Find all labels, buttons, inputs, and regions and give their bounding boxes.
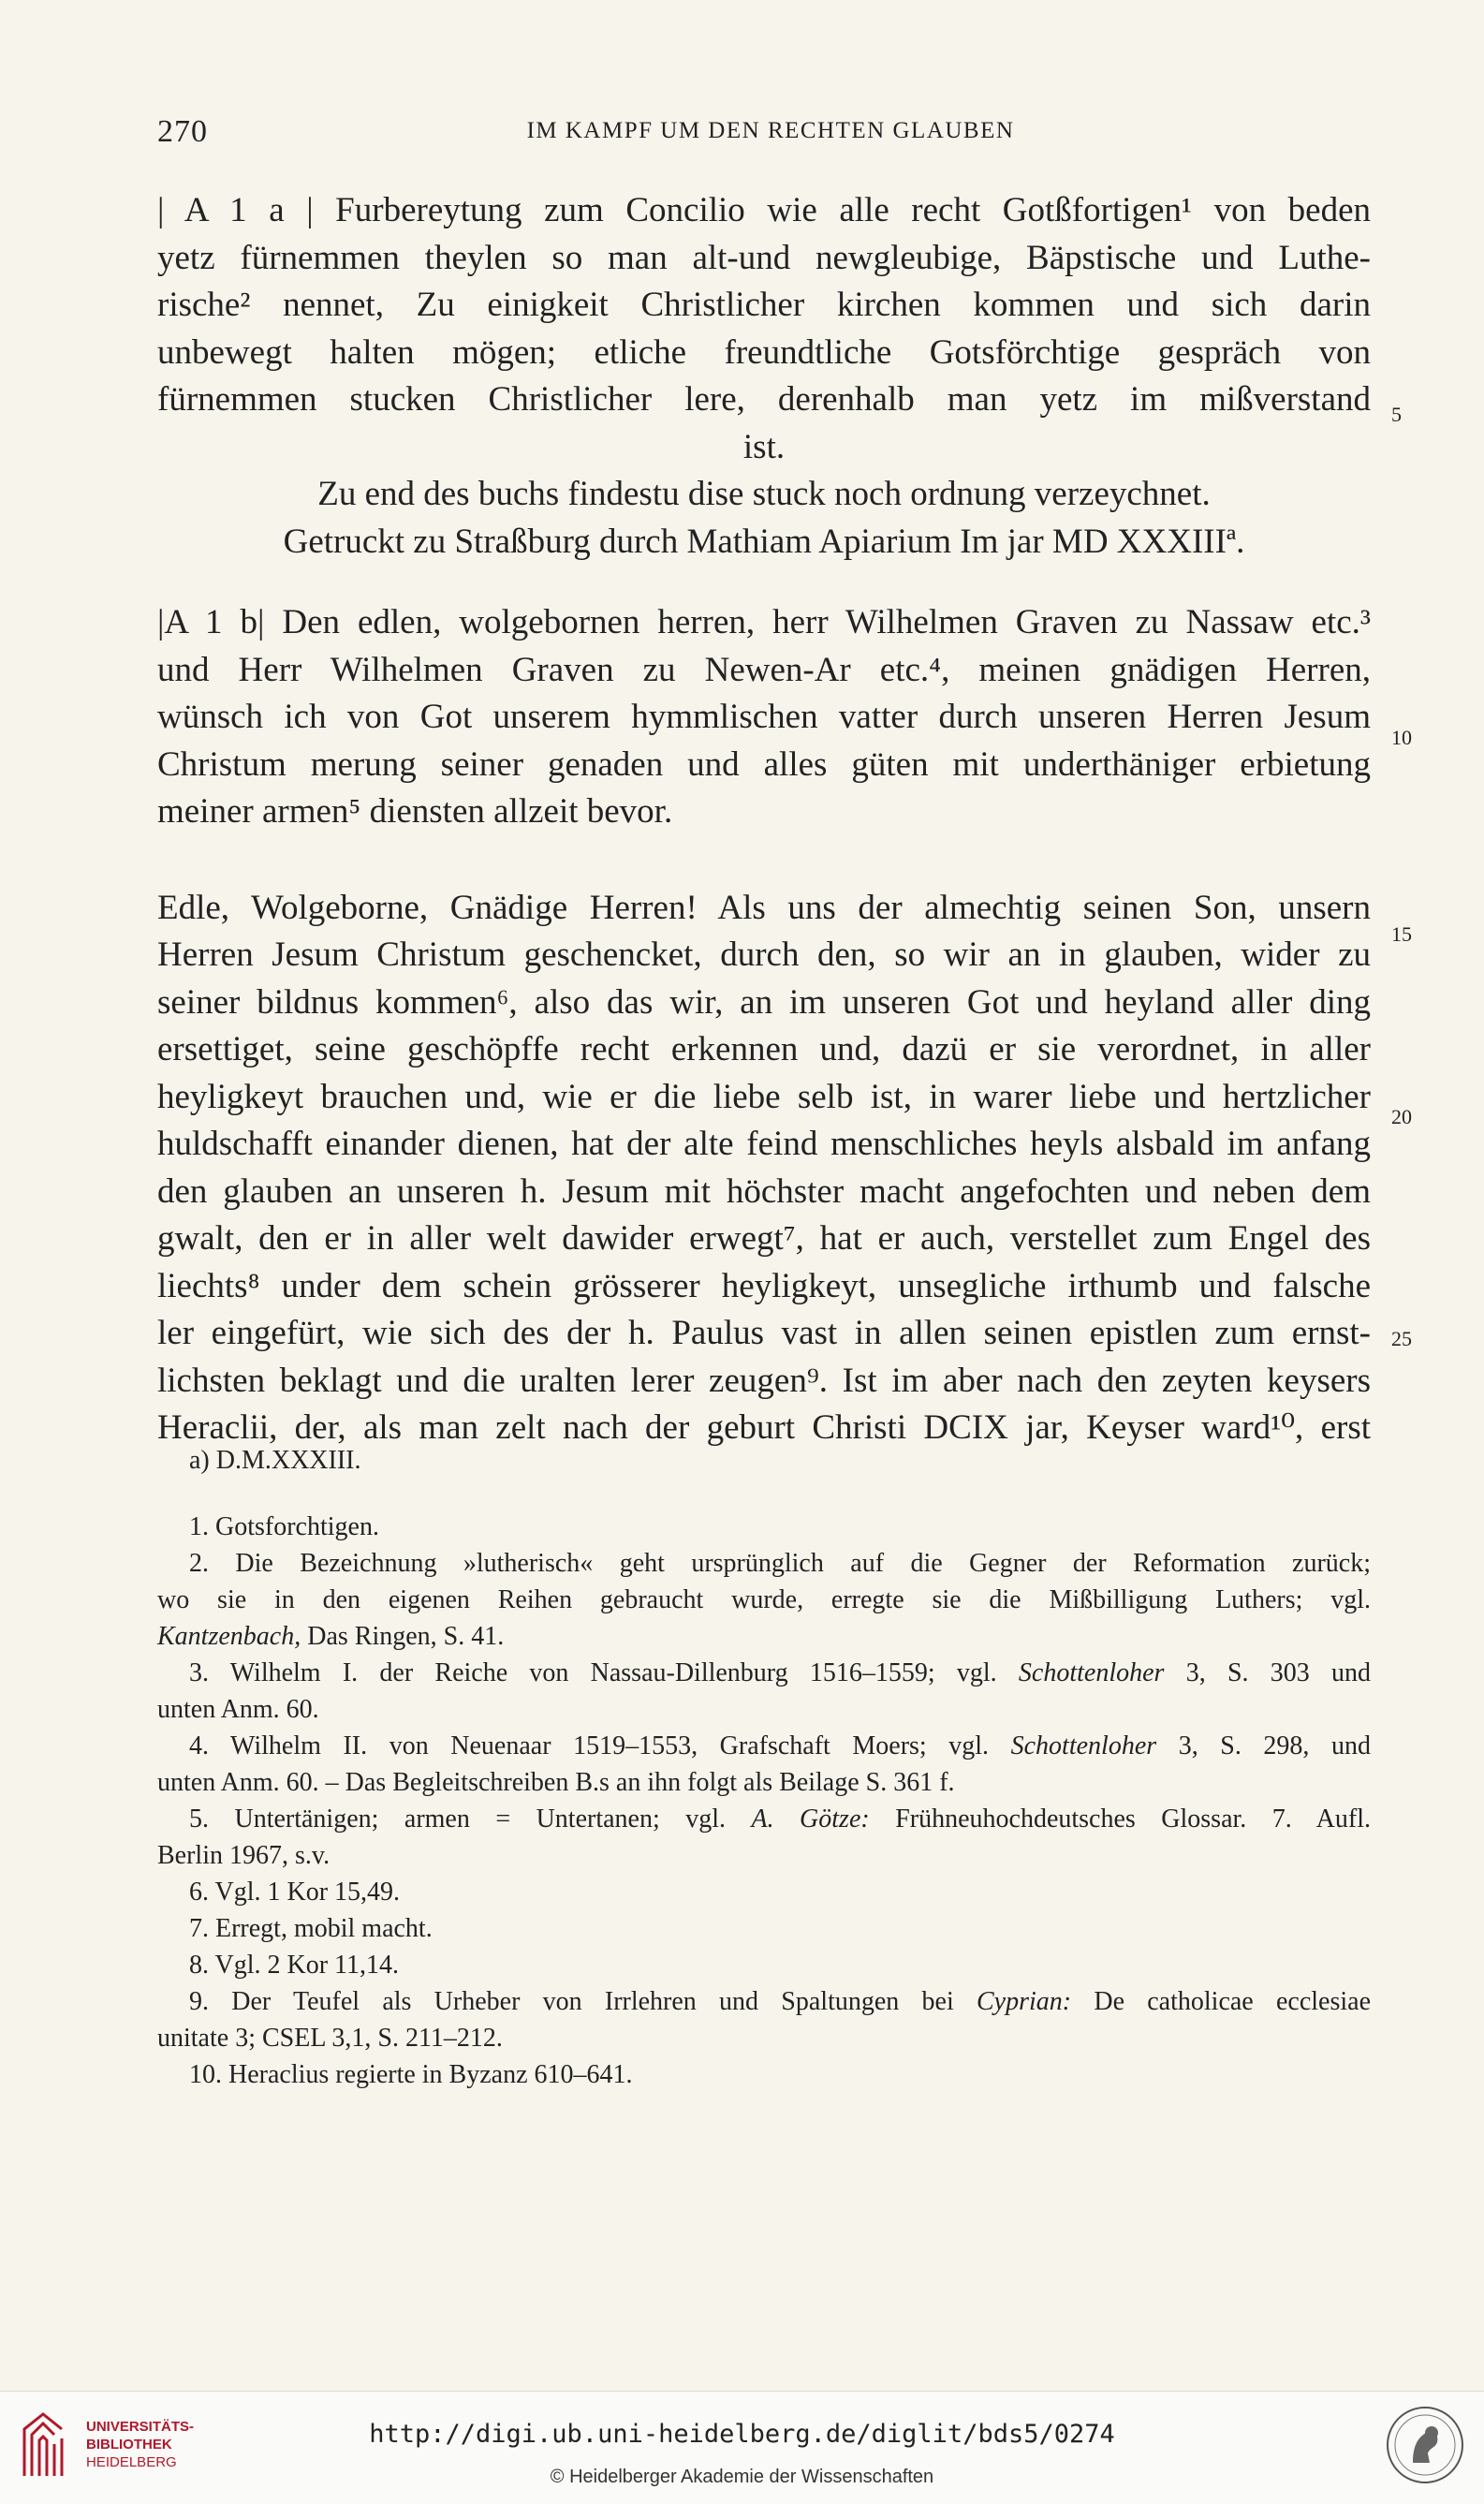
footnote: unten Anm. 60.	[157, 1695, 319, 1724]
copyright-notice: © Heidelberger Akademie der Wissenschaften	[550, 2467, 934, 2487]
footer-bar	[0, 2391, 1484, 2504]
footnote: 8. Vgl. 2 Kor 11,14.	[189, 1951, 399, 1980]
title-line: fürnemmen stucken Christlicher lere, derenhalb man yetz im mißverstand	[157, 380, 1371, 419]
footnote-author: Schottenloher	[1018, 1658, 1165, 1687]
footnote: 5. Untertänigen; armen = Untertanen; vgl. A. Götze: Frühneuhochdeutsches Glossar. 7. Aufl.	[189, 1804, 1371, 1834]
title-line: unbewegt halten mögen; etliche freundtliche Gotsförchtige gespräch von	[157, 332, 1371, 372]
footnote: 2. Die Bezeichnung »lutherisch« geht ursprünglich auf die Gegner der Reformation zurück;	[189, 1549, 1371, 1578]
body-line: lichsten beklagt und die uralten lerer zeugen⁹. Ist im aber nach den zeyten keysers	[157, 1361, 1371, 1400]
dedication-line: und Herr Wilhelmen Graven zu Newen-Ar etc.⁴, meinen gnädigen Herren,	[157, 650, 1371, 689]
body-line: Heraclii, der, als man zelt nach der geburt Christi DCIX jar, Keyser ward¹⁰, erst	[157, 1408, 1371, 1447]
library-name: UNIVERSITÄTS- BIBLIOTHEK HEIDELBERG	[86, 2419, 195, 2470]
footnote: 4. Wilhelm II. von Neuenaar 1519–1553, Grafschaft Moers; vgl. Schottenloher 3, S. 298, und	[189, 1731, 1371, 1760]
main-text	[157, 187, 1371, 1452]
line-number: 5	[1391, 403, 1402, 426]
title-block	[157, 187, 1371, 566]
footnote: 1. Gotsforchtigen.	[189, 1512, 379, 1541]
title-line: yetz fürnemmen theylen so man alt-und newgleubige, Bäpstische und Luthe-	[157, 238, 1371, 277]
footnote: Berlin 1967, s.v.	[157, 1841, 331, 1870]
dedication-line: |A 1 b| Den edlen, wolgebornen herren, herr Wilhelmen Graven zu Nassaw etc.³	[157, 603, 1371, 641]
dedication-line: wünsch ich von Got unserem hymmlischen vatter durch unseren Herren Jesum	[157, 698, 1371, 736]
footnotes	[157, 1442, 1371, 2093]
body-line: ler eingefürt, wie sich des der h. Paulus vast in allen seinen epistlen zum ernst-	[157, 1314, 1371, 1352]
body-line: huldschafft einander dienen, hat der alte feind menschliches heyls alsbald im anfang	[157, 1125, 1371, 1163]
body-line: liechts⁸ under dem schein grösserer heyligkeyt, unsegliche irthumb und falsche	[157, 1266, 1371, 1305]
footnote: 10. Heraclius regierte in Byzanz 610–641.	[189, 2060, 633, 2089]
title-line: | A 1 a | Furbereytung zum Concilio wie alle recht Gotßfortigen¹ von beden	[157, 191, 1371, 229]
title-line: rische² nennet, Zu einigkeit Christlicher kirchen kommen und sich darin	[157, 286, 1371, 324]
line-number: 15	[1391, 922, 1412, 946]
running-title: IM KAMPF UM DEN RECHTEN GLAUBEN	[526, 118, 1015, 143]
footnote-author: A. Götze:	[751, 1804, 870, 1834]
body-line: den glauben an unseren h. Jesum mit höchster macht angefochten und neben dem	[157, 1171, 1371, 1211]
line-number: 10	[1391, 726, 1412, 749]
body-paragraph	[157, 885, 1371, 1452]
line-number: 25	[1391, 1327, 1412, 1350]
footnote-author: Cyprian:	[977, 1987, 1072, 2016]
body-line: seiner bildnus kommen⁶, also das wir, an im unseren Got und heyland aller ding	[157, 982, 1371, 1022]
footnote: wo sie in den eigenen Reihen gebraucht wurde, erregte sie die Mißbilligung Luthers; vgl.	[157, 1585, 1371, 1614]
body-line: Herren Jesum Christum geschencket, durch den, so wir an in glauben, wider zu	[157, 935, 1371, 974]
line-number: 20	[1391, 1105, 1412, 1128]
dedication-line: meiner armen⁵ diensten allzeit bevor.	[157, 792, 673, 831]
permalink-url[interactable]: http://digi.ub.uni-heidelberg.de/diglit/bds5/0274	[369, 2420, 1115, 2449]
title-line: Getruckt zu Straßburg durch Mathiam Apiarium Im jar MD XXXIIIª.	[283, 522, 1245, 561]
academy-seal-icon	[1385, 2405, 1465, 2485]
page-header	[157, 114, 1384, 152]
title-line: Zu end des buchs findestu dise stuck noch ordnung verzeychnet.	[317, 475, 1211, 513]
footnote-author: Schottenloher	[1010, 1731, 1157, 1760]
body-line: ersettiget, seine geschöpffe recht erkennen und, dazü er sie verordnet, in aller	[157, 1030, 1371, 1068]
dedication-line: Christum merung seiner genaden und alles güten mit underthäniger erbietung	[157, 744, 1371, 784]
footnote: unten Anm. 60. – Das Begleitschreiben B.s an ihn folgt als Beilage S. 361 f.	[157, 1768, 955, 1797]
title-line: ist.	[742, 427, 786, 466]
body-line: gwalt, den er in aller welt dawider erwegt⁷, hat er auch, verstellet zum Engel des	[157, 1219, 1371, 1258]
footnote: 7. Erregt, mobil macht.	[189, 1914, 433, 1943]
apparatus-note: a) D.M.XXXIII.	[189, 1446, 361, 1475]
footnote: 6. Vgl. 1 Kor 15,49.	[189, 1878, 401, 1907]
body-line: heyligkeyt brauchen und, wie er die liebe selb ist, in warer liebe und hertzlicher	[157, 1077, 1371, 1116]
footnote-author: Kantzenbach,	[157, 1622, 301, 1651]
dedication	[157, 599, 1371, 836]
footnote: 3. Wilhelm I. der Reiche von Nassau-Dillenburg 1516–1559; vgl. Schottenloher 3, S. 303 und	[189, 1658, 1372, 1687]
page-number: 270	[157, 114, 208, 149]
footnote: Kantzenbach, Das Ringen, S. 41.	[157, 1622, 505, 1651]
footnote: unitate 3; CSEL 3,1, S. 211–212.	[157, 2024, 503, 2053]
body-line: Edle, Wolgeborne, Gnädige Herren! Als uns der almechtig seinen Son, unsern	[157, 888, 1371, 927]
footnote: 9. Der Teufel als Urheber von Irrlehren und Spaltungen bei Cyprian: De catholicae ecclesiae	[189, 1987, 1371, 2016]
